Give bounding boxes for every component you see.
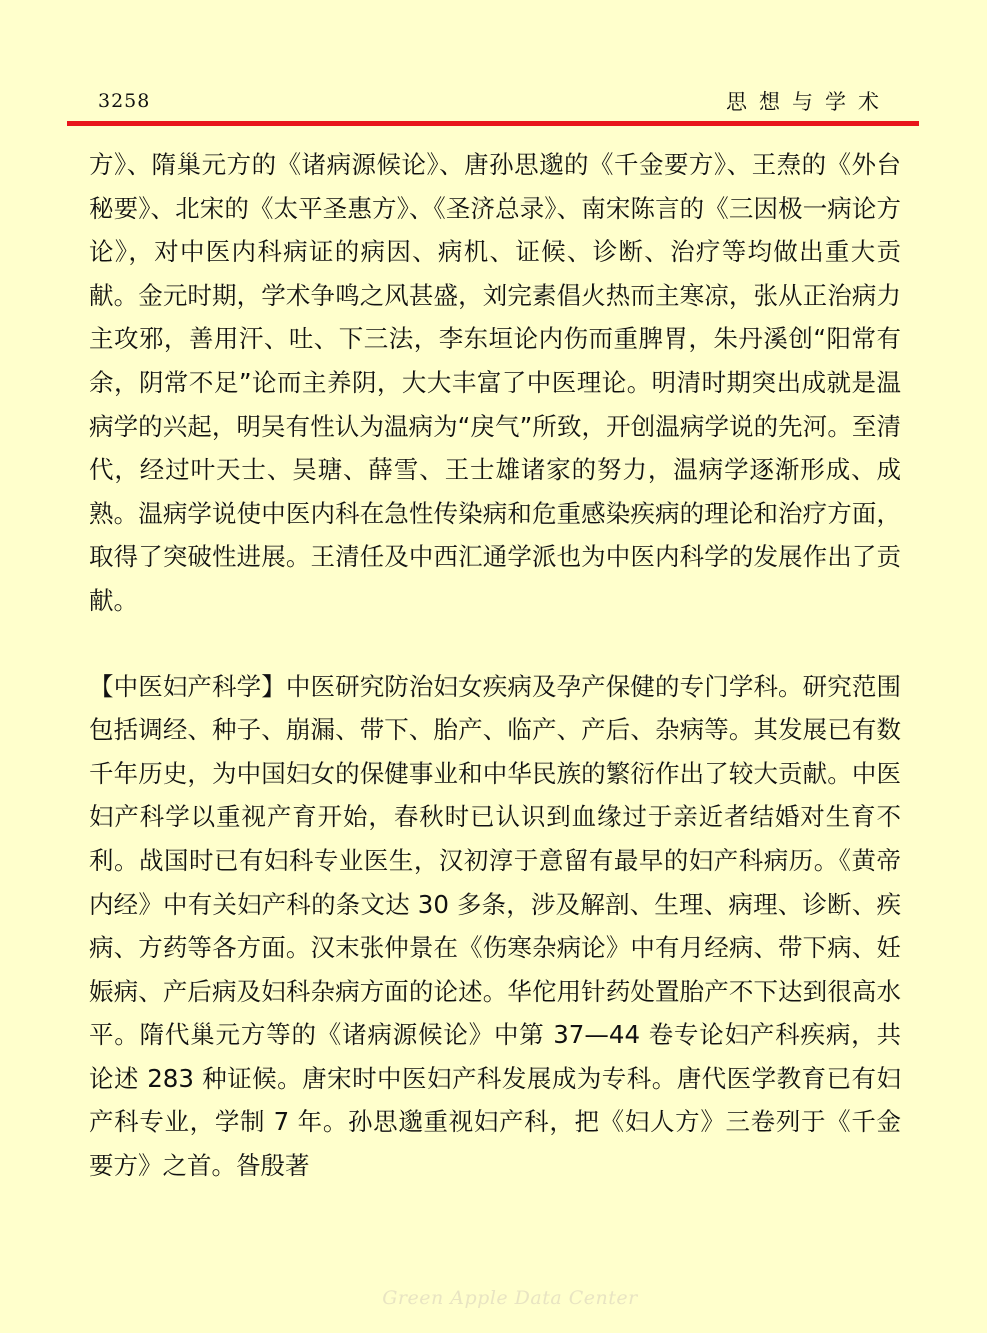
entry-text: 中医研究防治妇女疾病及孕产保健的专门学科。研究范围包括调经、种子、崩漏、带下、胎产、临产、产后、杂病等。其发展已有数千年历史，为中国妇女的保健事业和中华民族的繁衍作出了较大贡献。中医妇产科学以重视产育开始，春秋时已认识到血缘过于亲近者结婚对生育不利。战国时已有妇科专业医生，汉初淳于意留有最早的妇产科病历。《黄帝内经》中有关妇产科的条文达 30 多条，涉及解剖、生理、病理、诊断、疾病、方药等各方面。汉末张仲景在《伤寒杂病论》中有月经病、带下病、妊娠病、产后病及妇科杂病方面的论述。华佗用针药处置胎产不下达到很高水平。隋代巢元方等的《诸病源候论》中第 37—44 卷专论妇产科疾病，共论述 283 种证候。唐宋时中医妇产科发展成为专科。唐代医学教育已有妇产科专业，学制 7 年。孙思邈重视妇产科，把《妇人方》三卷列于《千金要方》之首。昝殷著 — [89, 671, 901, 1181]
header-divider — [67, 121, 919, 126]
paragraph-internal-medicine-continued: 方》、隋巢元方的《诸病源候论》、唐孙思邈的《千金要方》、王焘的《外台秘要》、北宋的《太平圣惠方》、《圣济总录》、南宋陈言的《三因极一病论方论》，对中医内科病证的病因、病机、证候、诊断、治疗等均做出重大贡献。金元时期，学术争鸣之风甚盛，刘完素倡火热而主寒凉，张从正治病力主攻邪，善用汗、吐、下三法，李东垣论内伤而重脾胃，朱丹溪创“阳常有余，阴常不足”论而主养阴，大大丰富了中医理论。明清时期突出成就是温病学的兴起，明吴有性认为温病为“戾气”所致，开创温病学说的先河。至清代，经过叶天士、吴瑭、薛雪、王士雄诸家的努力，温病学逐渐形成、成熟。温病学说使中医内科在急性传染病和危重感染疾病的理论和治疗方面，取得了突破性进展。王清任及中西汇通学派也为中医内科学的发展作出了贡献。 — [89, 150, 901, 615]
running-title: 思想与学术 — [726, 90, 891, 114]
watermark: Green Apple Data Center — [382, 1287, 638, 1309]
page-header — [90, 82, 897, 116]
entry-gynecology-obstetrics — [89, 665, 901, 1188]
entry-heading: 【中医妇产科学】 — [89, 671, 286, 701]
page-number: 3258 — [98, 90, 151, 112]
article-body — [89, 143, 901, 1188]
